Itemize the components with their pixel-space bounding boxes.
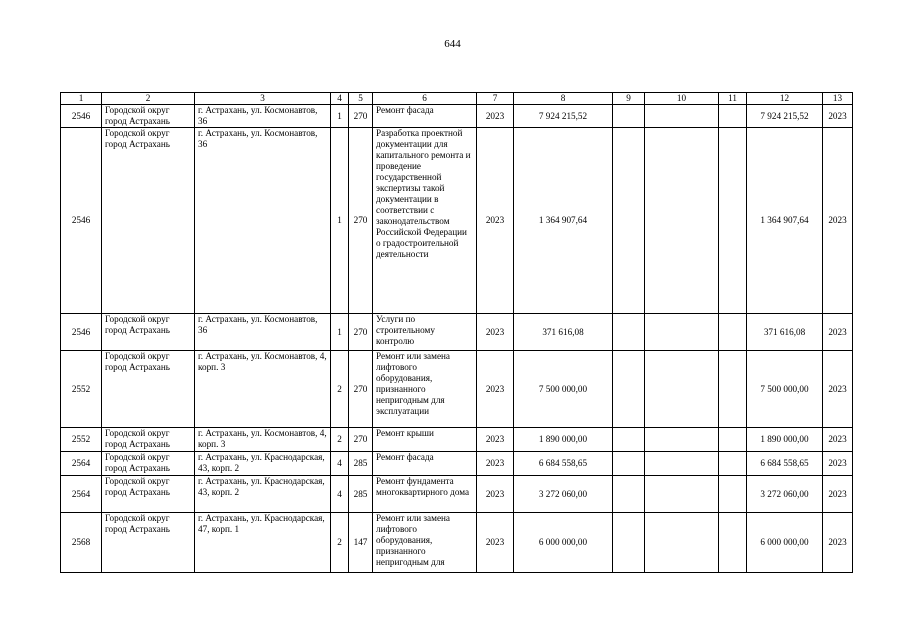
table-row [61, 452, 853, 476]
col10-cell [645, 314, 719, 351]
col13-year-cell: 2023 [823, 513, 853, 573]
municipality-cell: Городской округ город Астрахань [102, 476, 195, 513]
address-cell: г. Астрахань, ул. Краснодарская, 47, корп. 1 [195, 513, 331, 573]
municipality-cell: Городской округ город Астрахань [102, 314, 195, 351]
municipality-cell: Городской округ город Астрахань [102, 452, 195, 476]
column-header: 5 [349, 93, 373, 105]
work-type-cell: Ремонт фундамента многоквартирного дома [373, 476, 477, 513]
building-id-cell: 2564 [61, 476, 102, 513]
total-cost-cell: 7 500 000,00 [514, 351, 613, 428]
work-type-cell: Услуги по строительному контролю [373, 314, 477, 351]
col10-cell [645, 513, 719, 573]
col4-cell: 1 [331, 128, 349, 314]
col5-cell: 270 [349, 105, 373, 128]
col11-cell [719, 428, 747, 452]
address-cell: г. Астрахань, ул. Космонавтов, 36 [195, 128, 331, 314]
col10-cell [645, 351, 719, 428]
register-table [60, 92, 853, 573]
year-cell: 2023 [477, 452, 514, 476]
year-cell: 2023 [477, 513, 514, 573]
col5-cell: 147 [349, 513, 373, 573]
col10-cell [645, 105, 719, 128]
col9-cell [613, 428, 645, 452]
col4-cell: 1 [331, 314, 349, 351]
column-header: 9 [613, 93, 645, 105]
col11-cell [719, 105, 747, 128]
column-header: 13 [823, 93, 853, 105]
col4-cell: 4 [331, 452, 349, 476]
col12-cost-cell: 1 890 000,00 [747, 428, 823, 452]
municipality-cell: Городской округ город Астрахань [102, 105, 195, 128]
work-type-cell: Ремонт или замена лифтового оборудования, признанного непригодным для [373, 513, 477, 573]
table-row [61, 128, 853, 314]
col9-cell [613, 128, 645, 314]
column-header: 11 [719, 93, 747, 105]
col13-year-cell: 2023 [823, 105, 853, 128]
column-header: 10 [645, 93, 719, 105]
col11-cell [719, 351, 747, 428]
column-header: 12 [747, 93, 823, 105]
col9-cell [613, 476, 645, 513]
building-id-cell: 2568 [61, 513, 102, 573]
year-cell: 2023 [477, 428, 514, 452]
work-type-cell: Ремонт фасада [373, 105, 477, 128]
building-id-cell: 2546 [61, 105, 102, 128]
work-type-cell: Разработка проектной документации для капитального ремонта и проведение государственной экспертизы такой документации в соответствии с законодательством Российской Федерации о градостроительной деятельности [373, 128, 477, 314]
table-row [61, 428, 853, 452]
col10-cell [645, 428, 719, 452]
col13-year-cell: 2023 [823, 428, 853, 452]
col4-cell: 2 [331, 513, 349, 573]
column-header: 6 [373, 93, 477, 105]
col10-cell [645, 128, 719, 314]
col9-cell [613, 452, 645, 476]
col13-year-cell: 2023 [823, 314, 853, 351]
municipality-cell: Городской округ город Астрахань [102, 428, 195, 452]
col9-cell [613, 314, 645, 351]
building-id-cell: 2552 [61, 351, 102, 428]
building-id-cell: 2564 [61, 452, 102, 476]
col4-cell: 2 [331, 428, 349, 452]
col5-cell: 270 [349, 314, 373, 351]
col13-year-cell: 2023 [823, 128, 853, 314]
column-header: 7 [477, 93, 514, 105]
municipality-cell: Городской округ город Астрахань [102, 351, 195, 428]
col13-year-cell: 2023 [823, 476, 853, 513]
address-cell: г. Астрахань, ул. Космонавтов, 4, корп. 3 [195, 351, 331, 428]
total-cost-cell: 7 924 215,52 [514, 105, 613, 128]
year-cell: 2023 [477, 105, 514, 128]
col13-year-cell: 2023 [823, 452, 853, 476]
municipality-cell: Городской округ город Астрахань [102, 513, 195, 573]
building-id-cell: 2546 [61, 128, 102, 314]
col4-cell: 4 [331, 476, 349, 513]
column-header: 4 [331, 93, 349, 105]
column-header: 2 [102, 93, 195, 105]
year-cell: 2023 [477, 476, 514, 513]
col11-cell [719, 452, 747, 476]
col5-cell: 270 [349, 128, 373, 314]
work-type-cell: Ремонт или замена лифтового оборудования, признанного непригодным для эксплуатации [373, 351, 477, 428]
address-cell: г. Астрахань, ул. Космонавтов, 36 [195, 314, 331, 351]
building-id-cell: 2552 [61, 428, 102, 452]
col9-cell [613, 351, 645, 428]
address-cell: г. Астрахань, ул. Краснодарская, 43, корп. 2 [195, 452, 331, 476]
col12-cost-cell: 1 364 907,64 [747, 128, 823, 314]
total-cost-cell: 1 364 907,64 [514, 128, 613, 314]
year-cell: 2023 [477, 128, 514, 314]
col13-year-cell: 2023 [823, 351, 853, 428]
table-row [61, 513, 853, 573]
col12-cost-cell: 3 272 060,00 [747, 476, 823, 513]
col5-cell: 270 [349, 351, 373, 428]
total-cost-cell: 6 684 558,65 [514, 452, 613, 476]
col5-cell: 285 [349, 452, 373, 476]
work-type-cell: Ремонт крыши [373, 428, 477, 452]
table-row [61, 314, 853, 351]
work-type-cell: Ремонт фасада [373, 452, 477, 476]
col12-cost-cell: 6 000 000,00 [747, 513, 823, 573]
col9-cell [613, 105, 645, 128]
table-row [61, 105, 853, 128]
col11-cell [719, 513, 747, 573]
col11-cell [719, 476, 747, 513]
header-row [61, 93, 853, 105]
year-cell: 2023 [477, 314, 514, 351]
address-cell: г. Астрахань, ул. Космонавтов, 36 [195, 105, 331, 128]
municipality-cell: Городской округ город Астрахань [102, 128, 195, 314]
address-cell: г. Астрахань, ул. Краснодарская, 43, корп. 2 [195, 476, 331, 513]
building-id-cell: 2546 [61, 314, 102, 351]
column-header: 3 [195, 93, 331, 105]
col12-cost-cell: 7 924 215,52 [747, 105, 823, 128]
col5-cell: 270 [349, 428, 373, 452]
col9-cell [613, 513, 645, 573]
total-cost-cell: 6 000 000,00 [514, 513, 613, 573]
col4-cell: 2 [331, 351, 349, 428]
table-row [61, 476, 853, 513]
total-cost-cell: 1 890 000,00 [514, 428, 613, 452]
col12-cost-cell: 6 684 558,65 [747, 452, 823, 476]
page-number: 644 [444, 38, 461, 50]
col5-cell: 285 [349, 476, 373, 513]
column-header: 8 [514, 93, 613, 105]
col4-cell: 1 [331, 105, 349, 128]
col11-cell [719, 314, 747, 351]
total-cost-cell: 3 272 060,00 [514, 476, 613, 513]
col12-cost-cell: 371 616,08 [747, 314, 823, 351]
address-cell: г. Астрахань, ул. Космонавтов, 4, корп. 3 [195, 428, 331, 452]
col10-cell [645, 452, 719, 476]
col11-cell [719, 128, 747, 314]
column-header: 1 [61, 93, 102, 105]
col12-cost-cell: 7 500 000,00 [747, 351, 823, 428]
total-cost-cell: 371 616,08 [514, 314, 613, 351]
year-cell: 2023 [477, 351, 514, 428]
col10-cell [645, 476, 719, 513]
table-row [61, 351, 853, 428]
